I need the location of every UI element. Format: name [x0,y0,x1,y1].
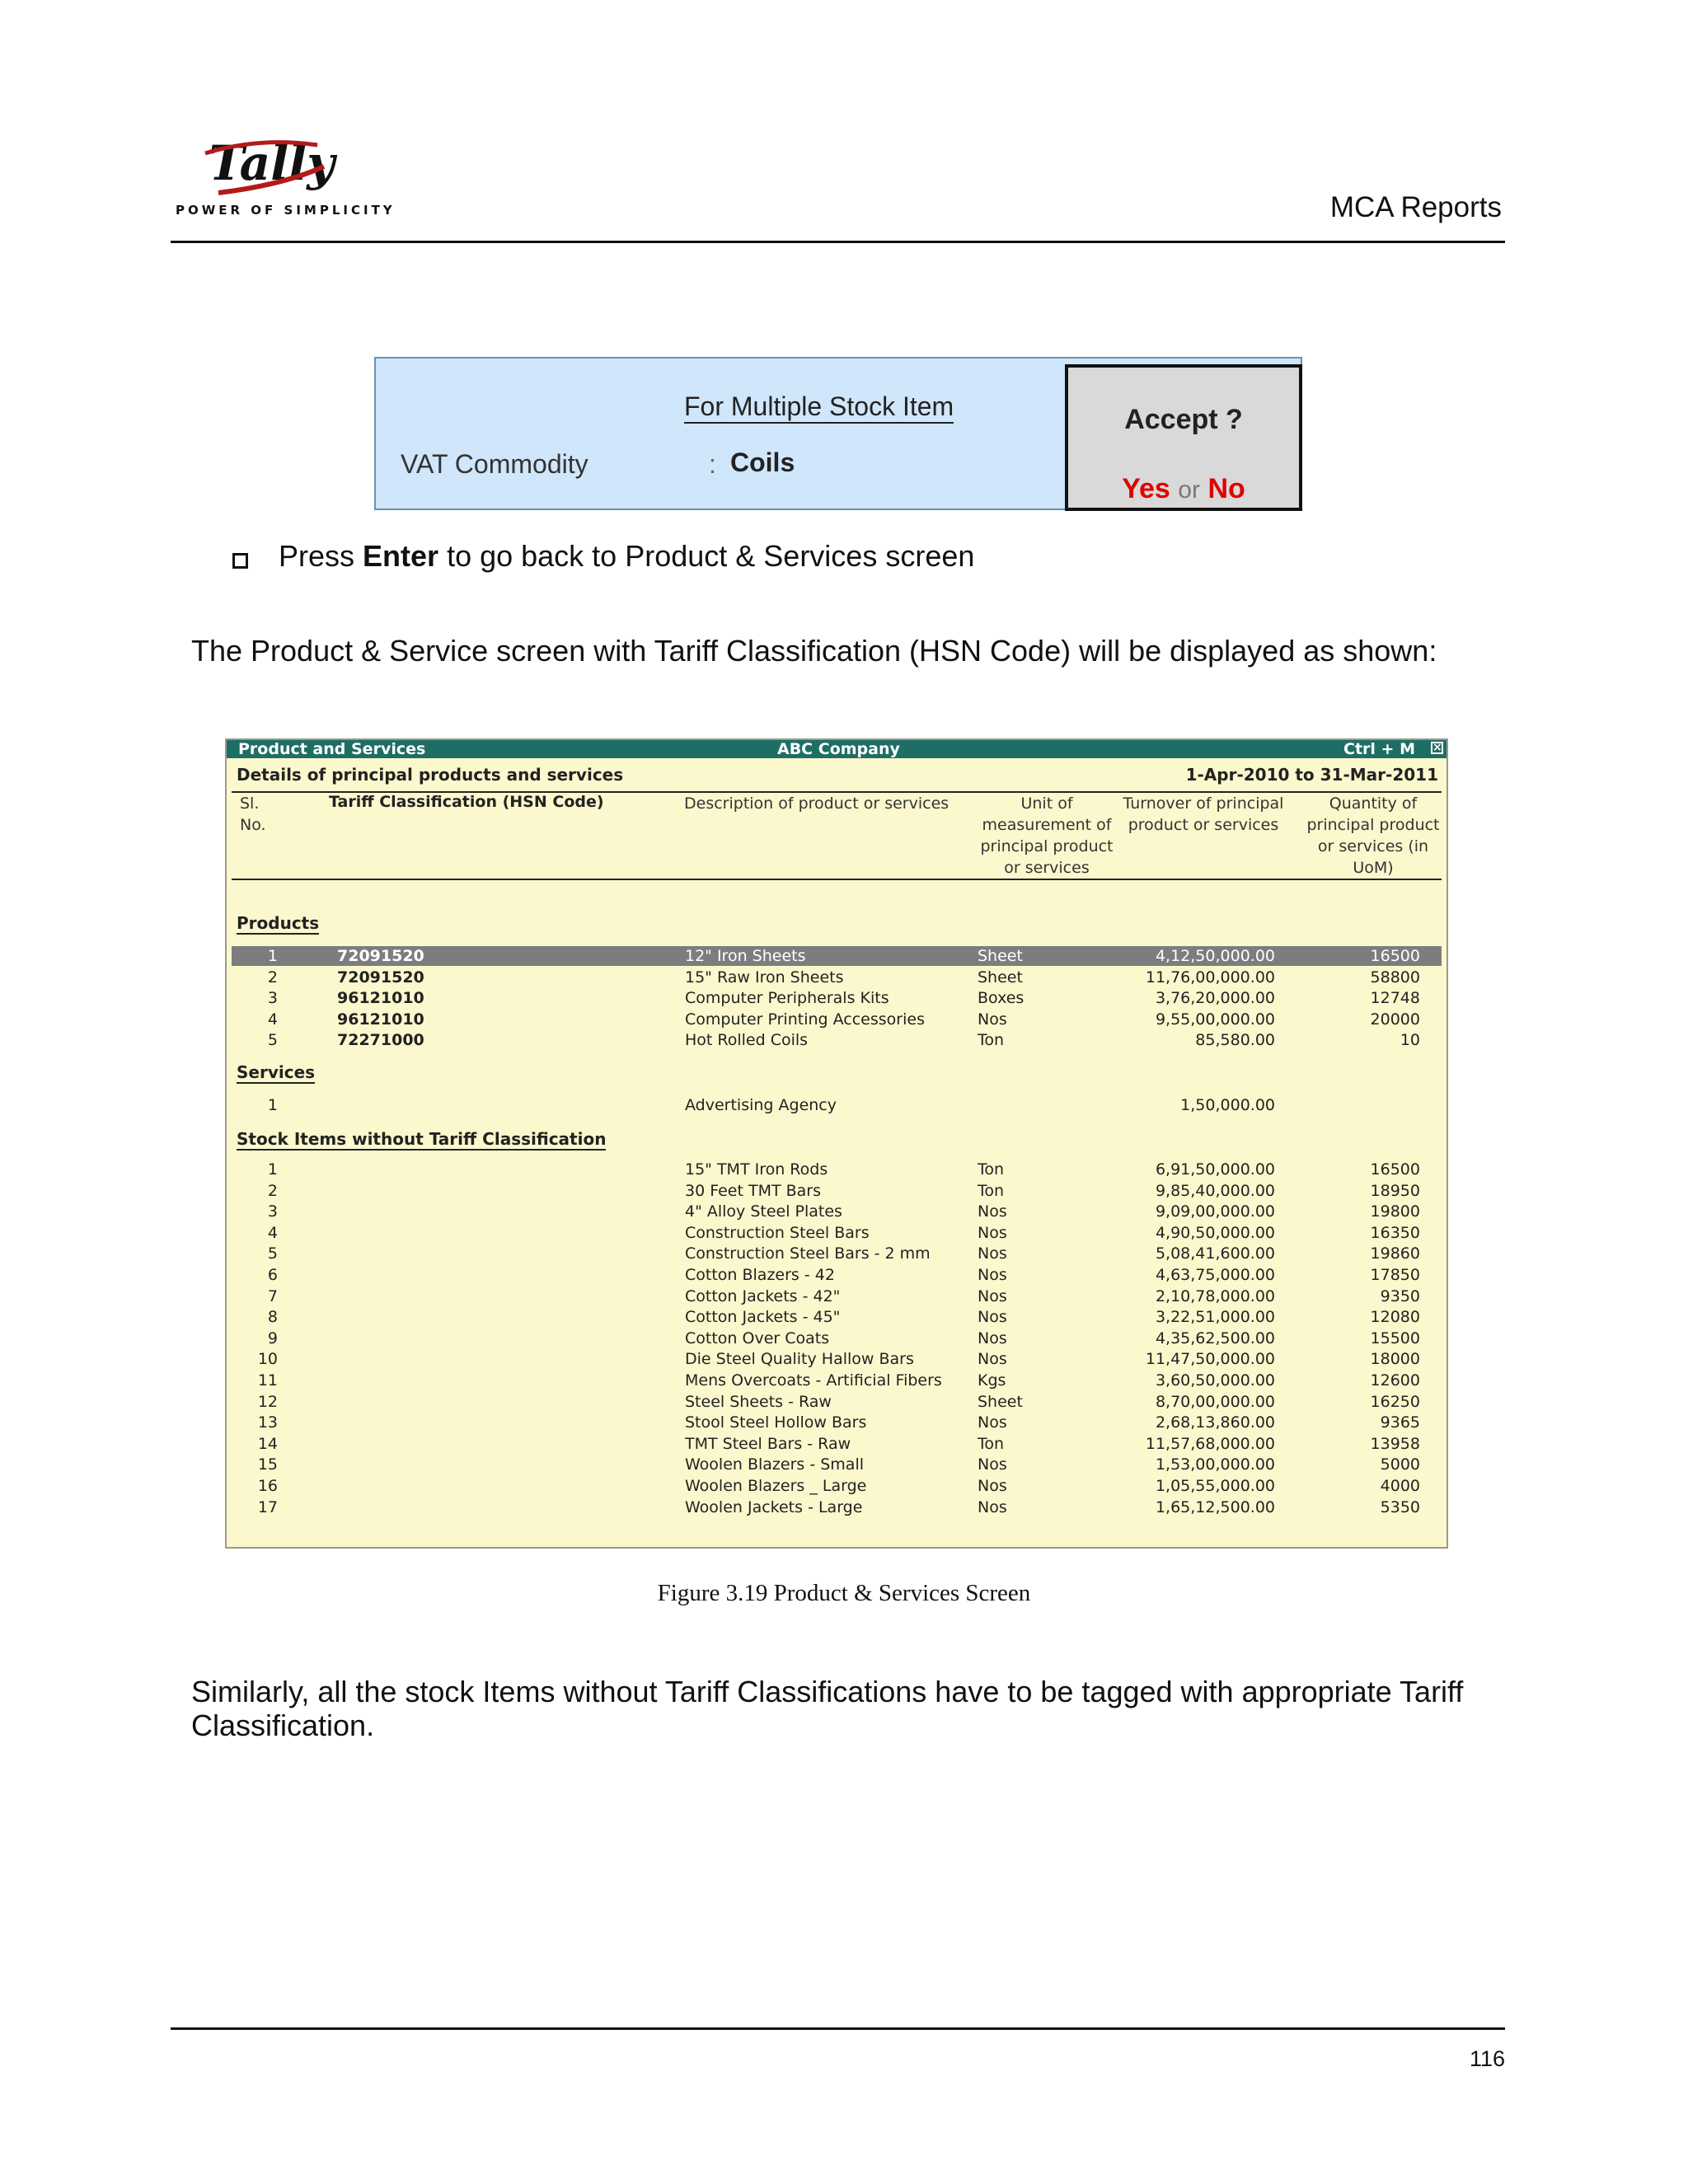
table-row[interactable] [232,1329,1442,1348]
cell-description: Computer Peripherals Kits [685,989,889,1008]
cell-sl: 2 [267,968,278,987]
table-row[interactable] [232,1349,1442,1369]
col-header-sl-line: No. [240,816,266,834]
accept-dialog [1065,364,1302,511]
cell-description: TMT Steel Bars - Raw [685,1434,851,1453]
cell-sl: 9 [267,1329,278,1347]
company-name: ABC Company [777,740,900,758]
cell-unit: Nos [978,1308,1007,1327]
cell-turnover: 1,53,00,000.00 [1155,1455,1275,1474]
stock-item-accept-figure [374,357,1302,510]
cell-unit: Boxes [978,989,1025,1008]
cell-description: 15" Raw Iron Sheets [685,968,844,987]
cell-turnover: 4,35,62,500.00 [1155,1329,1275,1347]
cell-quantity: 16350 [1370,1223,1420,1242]
cell-sl: 12 [257,1392,278,1411]
cell-quantity: 16500 [1370,1160,1420,1179]
cell-sl: 6 [267,1266,278,1284]
cell-unit: Nos [978,1350,1007,1369]
col-header-sl-line: Sl. [240,794,260,813]
cell-description: Cotton Jackets - 45" [685,1308,841,1327]
col-header-unit-line: measurement of [982,816,1112,834]
table-row[interactable] [232,1160,1442,1179]
cell-quantity: 12600 [1370,1371,1420,1390]
cell-sl: 8 [267,1308,278,1327]
table-row[interactable] [232,1244,1442,1263]
cell-turnover: 9,55,00,000.00 [1155,1010,1275,1029]
cell-quantity: 12080 [1370,1308,1420,1327]
cell-sl: 7 [267,1286,278,1305]
intro-paragraph: The Product & Service screen with Tariff Classification (HSN Code) will be displayed as shown: [191,634,1437,668]
table-row[interactable] [232,1307,1442,1327]
tally-logo-mark [169,134,367,199]
cell-quantity: 58800 [1370,968,1420,987]
period-label: 1-Apr-2010 to 31-Mar-2011 [1185,765,1438,785]
cell-turnover: 11,57,68,000.00 [1145,1434,1275,1453]
cell-quantity: 19800 [1370,1202,1420,1221]
screen-title: Product and Services [238,740,426,758]
table-row[interactable] [232,1286,1442,1306]
cell-quantity: 13958 [1370,1434,1420,1453]
cell-quantity: 9350 [1380,1286,1420,1305]
cell-description: Die Steel Quality Hallow Bars [685,1350,914,1369]
table-row[interactable] [232,1223,1442,1243]
table-row[interactable] [232,1095,1442,1115]
table-row[interactable] [232,1030,1442,1050]
vat-commodity-value: Coils [730,448,795,477]
col-header-hsn: Tariff Classification (HSN Code) [329,793,604,811]
cell-turnover: 85,580.00 [1195,1031,1275,1050]
vat-heading: For Multiple Stock Item [684,391,954,424]
cell-sl: 11 [257,1371,278,1390]
bullet-key: Enter [363,539,439,573]
cell-quantity: 16250 [1370,1392,1420,1411]
col-header-qty-line: or services (in [1317,837,1429,855]
col-header-sl [240,793,266,836]
page-number: 116 [1469,2046,1505,2071]
cell-sl: 3 [267,1202,278,1221]
section-title: MCA Reports [1329,191,1502,223]
col-header-unit-line: principal product [980,837,1114,855]
header-rule-bottom [232,879,1442,880]
cell-description: Mens Overcoats - Artificial Fibers [685,1371,942,1390]
details-label: Details of principal products and services [237,765,624,785]
cell-description: Steel Sheets - Raw [685,1392,832,1411]
cell-sl: 1 [267,947,278,965]
col-header-qty-line: Quantity of [1329,794,1418,813]
cell-quantity: 17850 [1370,1266,1420,1284]
cell-quantity: 12748 [1370,989,1420,1008]
cell-quantity: 15500 [1370,1329,1420,1347]
cell-turnover: 11,76,00,000.00 [1145,968,1275,987]
cell-hsn: 96121010 [337,1010,424,1029]
table-row[interactable] [232,1265,1442,1285]
cell-quantity: 9365 [1380,1413,1420,1432]
cell-hsn: 72091520 [337,947,424,965]
col-header-qty-line: principal product [1306,816,1440,834]
cell-turnover: 8,70,00,000.00 [1155,1392,1275,1411]
cell-unit: Nos [978,1223,1007,1242]
cell-quantity: 5350 [1380,1497,1420,1516]
cell-sl: 4 [267,1010,278,1029]
cell-turnover: 2,10,78,000.00 [1155,1286,1275,1305]
cell-description: Woolen Jackets - Large [685,1497,863,1516]
cell-turnover: 3,76,20,000.00 [1155,989,1275,1008]
cell-sl: 14 [257,1434,278,1453]
or-separator: or [1178,476,1200,504]
cell-description: 4" Alloy Steel Plates [685,1202,842,1221]
logo-tagline: POWER OF SIMPLICITY [176,203,396,218]
tally-logo [169,134,367,232]
bullet-square-icon [232,553,248,569]
table-row[interactable] [232,1497,1442,1517]
cell-description: Advertising Agency [685,1096,837,1114]
cell-unit: Nos [978,1266,1007,1284]
cell-turnover: 1,50,000.00 [1180,1096,1275,1114]
vat-colon: : [709,449,716,479]
cell-sl: 1 [267,1096,278,1114]
cell-unit: Nos [978,1329,1007,1347]
cell-description: 15" TMT Iron Rods [685,1160,828,1179]
cell-sl: 16 [257,1477,278,1495]
col-header-unit-line: Unit of [1020,794,1073,813]
col-header-unit [977,793,1117,879]
cell-sl: 5 [267,1031,278,1050]
cell-hsn: 72271000 [337,1031,424,1050]
cell-unit: Nos [978,1244,1007,1263]
cell-description: Construction Steel Bars [685,1223,870,1242]
cell-unit: Sheet [978,947,1023,965]
cell-turnover: 2,68,13,860.00 [1155,1413,1275,1432]
cell-hsn: 96121010 [337,989,424,1008]
cell-unit: Nos [978,1413,1007,1432]
logo-text: Tally [209,135,335,191]
cell-sl: 3 [267,989,278,1008]
cell-sl: 5 [267,1244,278,1263]
cell-unit: Sheet [978,968,1023,987]
table-row[interactable] [232,988,1442,1008]
cell-turnover: 9,85,40,000.00 [1155,1181,1275,1200]
cell-unit: Ton [978,1031,1005,1050]
no-button[interactable]: No [1207,473,1245,504]
cell-quantity: 5000 [1380,1455,1420,1474]
closing-paragraph: Similarly, all the stock Items without Tariff Classifications have to be tagged with appropriate Tariff Classification. [191,1675,1464,1742]
cell-turnover: 4,90,50,000.00 [1155,1223,1275,1242]
cell-description: Computer Printing Accessories [685,1010,925,1029]
col-header-desc: Description of product or services [684,794,950,813]
close-icon[interactable]: × [1432,741,1442,754]
table-row[interactable] [232,1476,1442,1496]
cell-unit: Nos [978,1497,1007,1516]
accept-options [1068,473,1299,505]
table-row[interactable] [232,1010,1442,1029]
screen-titlebar [227,740,1447,758]
cell-unit: Nos [978,1286,1007,1305]
cell-quantity: 4000 [1380,1477,1420,1495]
cell-unit: Nos [978,1010,1007,1029]
footer-divider [171,2027,1505,2030]
col-header-unit-line: or services [1004,859,1090,877]
cell-description: Stool Steel Hollow Bars [685,1413,867,1432]
table-row[interactable] [232,1181,1442,1201]
cell-unit: Sheet [978,1392,1023,1411]
cell-turnover: 5,08,41,600.00 [1155,1244,1275,1263]
cell-turnover: 3,22,51,000.00 [1155,1308,1275,1327]
table-row[interactable] [232,1371,1442,1390]
cell-description: Woolen Blazers - Small [685,1455,865,1474]
section-services: Services [237,1062,316,1082]
cell-sl: 2 [267,1181,278,1200]
cell-unit: Kgs [978,1371,1006,1390]
cell-unit: Ton [978,1434,1005,1453]
product-services-screen [225,738,1448,1549]
figure-caption: Figure 3.19 Product & Services Screen [657,1580,1031,1606]
col-header-qty [1303,793,1443,879]
cell-turnover: 11,47,50,000.00 [1145,1350,1275,1369]
section-without-tariff: Stock Items without Tariff Classification [237,1129,607,1149]
cell-sl: 17 [257,1497,278,1516]
col-header-turnover [1113,793,1294,836]
cell-quantity: 10 [1400,1031,1420,1050]
cell-turnover: 4,63,75,000.00 [1155,1266,1275,1284]
cell-description: Woolen Blazers _ Large [685,1477,867,1495]
cell-unit: Nos [978,1202,1007,1221]
cell-sl: 13 [257,1413,278,1432]
cell-turnover: 4,12,50,000.00 [1155,947,1275,965]
cell-quantity: 18000 [1370,1350,1420,1369]
cell-turnover: 6,91,50,000.00 [1155,1160,1275,1179]
cell-quantity: 20000 [1370,1010,1420,1029]
cell-quantity: 19860 [1370,1244,1420,1263]
cell-description: Cotton Over Coats [685,1329,830,1347]
cell-turnover: 3,60,50,000.00 [1155,1371,1275,1390]
col-header-turnover-line: product or services [1128,816,1279,834]
header-divider [171,241,1505,243]
vat-commodity-label: VAT Commodity [401,449,588,479]
cell-turnover: 1,05,55,000.00 [1155,1477,1275,1495]
bullet-text-before: Press [279,539,363,573]
cell-turnover: 1,65,12,500.00 [1155,1497,1275,1516]
table-row[interactable] [232,1434,1442,1454]
table-row[interactable] [232,968,1442,987]
table-row[interactable] [232,946,1442,966]
cell-unit: Nos [978,1477,1007,1495]
bullet-instruction [279,539,974,574]
cell-unit: Ton [978,1181,1005,1200]
cell-quantity: 16500 [1370,947,1420,965]
bullet-text-after: to go back to Product & Services screen [438,539,975,573]
cell-description: Cotton Jackets - 42" [685,1286,841,1305]
cell-quantity: 18950 [1370,1181,1420,1200]
table-row[interactable] [232,1413,1442,1432]
cell-sl: 4 [267,1223,278,1242]
col-header-qty-line: UoM) [1353,859,1394,877]
col-header-turnover-line: Turnover of principal [1123,794,1284,813]
shortcut-label: Ctrl + M [1343,740,1415,758]
table-row[interactable] [232,1455,1442,1474]
section-products: Products [237,913,320,933]
cell-hsn: 72091520 [337,968,424,987]
cell-sl: 15 [257,1455,278,1474]
accept-question: Accept ? [1124,404,1243,435]
cell-sl: 10 [257,1350,278,1369]
cell-unit: Ton [978,1160,1005,1179]
yes-button[interactable]: Yes [1122,473,1170,504]
table-row[interactable] [232,1392,1442,1412]
cell-sl: 1 [267,1160,278,1179]
cell-turnover: 9,09,00,000.00 [1155,1202,1275,1221]
cell-description: Hot Rolled Coils [685,1031,809,1050]
cell-description: 30 Feet TMT Bars [685,1181,822,1200]
cell-description: Construction Steel Bars - 2 mm [685,1244,931,1263]
cell-unit: Nos [978,1455,1007,1474]
table-row[interactable] [232,1202,1442,1221]
cell-description: Cotton Blazers - 42 [685,1266,835,1284]
cell-description: 12" Iron Sheets [685,947,806,965]
